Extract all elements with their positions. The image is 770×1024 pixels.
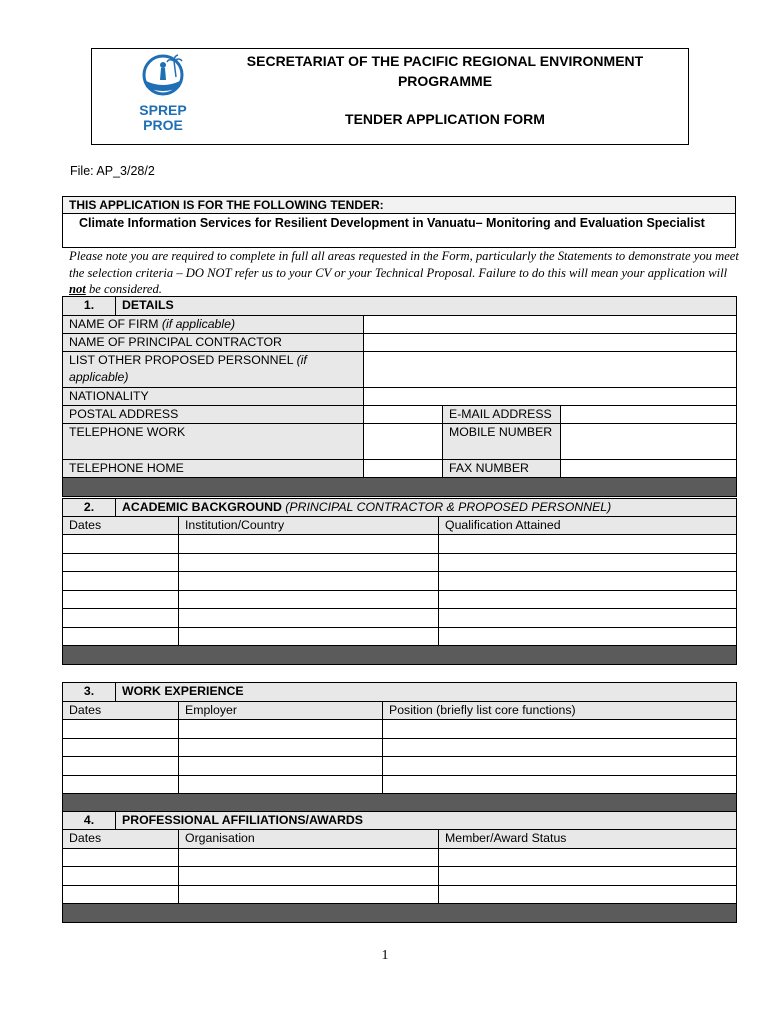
section-title: ACADEMIC BACKGROUND (PRINCIPAL CONTRACTOR & PROPOSED PERSONNEL) [116,499,737,517]
table-cell[interactable] [63,609,179,628]
table-cell[interactable] [63,554,179,572]
column-header-dates: Dates [63,830,179,849]
telephone-work-label: TELEPHONE WORK [63,424,364,460]
section-divider [63,478,737,497]
mobile-number-field[interactable] [561,424,737,460]
email-address-field[interactable] [561,406,737,424]
column-header-employer: Employer [179,702,383,720]
table-cell[interactable] [439,572,737,591]
name-of-firm-label: NAME OF FIRM (if applicable) [63,316,364,334]
table-cell[interactable] [63,867,179,886]
table-cell[interactable] [179,776,383,794]
instructions-note [69,248,739,298]
table-row [63,628,737,646]
table-cell[interactable] [439,535,737,554]
section-title: PROFESSIONAL AFFILIATIONS/AWARDS [116,812,737,830]
table-cell[interactable] [63,886,179,904]
section-number: 1. [63,297,116,316]
work-experience-table [62,682,737,813]
table-row [63,535,737,554]
table-cell[interactable] [63,572,179,591]
details-table [62,296,737,497]
fax-number-field[interactable] [561,460,737,478]
table-cell[interactable] [179,628,439,646]
table-cell[interactable] [179,554,439,572]
column-header-dates: Dates [63,702,179,720]
note-not-word: not [69,282,86,296]
name-of-firm-field[interactable] [364,316,737,334]
table-cell[interactable] [179,591,439,609]
column-header-status: Member/Award Status [439,830,737,849]
sprep-logo-icon [136,53,190,133]
fax-number-label: FAX NUMBER [443,460,561,478]
table-cell[interactable] [383,720,737,739]
table-row [63,757,737,776]
column-header-organisation: Organisation [179,830,439,849]
table-cell[interactable] [439,886,737,904]
table-cell[interactable] [439,849,737,867]
logo-text-sprep: SPREP [139,102,187,118]
tender-box [62,196,736,248]
table-cell[interactable] [179,757,383,776]
telephone-home-label: TELEPHONE HOME [63,460,364,478]
table-cell[interactable] [179,867,439,886]
table-cell[interactable] [383,776,737,794]
organisation-title-line2: PROGRAMME [397,73,493,89]
table-row [63,886,737,904]
table-cell[interactable] [439,867,737,886]
table-cell[interactable] [63,535,179,554]
email-address-label: E-MAIL ADDRESS [443,406,561,424]
note-text: Please note you are required to complete in full all areas requested in the Form, particularly the Statements to demonstrate you meet the selection criteria – DO NOT refer us to your CV or your Technical Proposal. Failure to do this will mean your application will [69,249,739,280]
table-cell[interactable] [63,776,179,794]
file-reference: File: AP_3/28/2 [70,164,155,178]
postal-address-field[interactable] [364,406,443,424]
table-cell[interactable] [439,609,737,628]
table-row [63,739,737,757]
section-title: WORK EXPERIENCE [116,683,737,702]
table-cell[interactable] [63,739,179,757]
section-divider [63,646,737,665]
table-row [63,849,737,867]
table-cell[interactable] [179,886,439,904]
affiliations-table [62,811,737,923]
table-cell[interactable] [179,720,383,739]
table-cell[interactable] [63,849,179,867]
academic-table [62,498,737,665]
organisation-title [220,51,670,91]
table-cell[interactable] [179,609,439,628]
table-cell[interactable] [63,628,179,646]
header-box [91,48,689,145]
form-title: TENDER APPLICATION FORM [345,111,545,127]
mobile-number-label: MOBILE NUMBER [443,424,561,460]
table-cell[interactable] [439,628,737,646]
table-cell[interactable] [63,591,179,609]
table-row [63,591,737,609]
note-text-end: be considered. [85,282,162,296]
nationality-label: NATIONALITY [63,388,364,406]
table-cell[interactable] [439,591,737,609]
section-number: 3. [63,683,116,702]
section-divider [63,904,737,923]
tender-heading: THIS APPLICATION IS FOR THE FOLLOWING TENDER: [63,197,735,214]
other-personnel-field[interactable] [364,352,737,388]
other-personnel-label: LIST OTHER PROPOSED PERSONNEL (if applicable) [63,352,364,388]
table-row [63,609,737,628]
table-cell[interactable] [179,849,439,867]
table-cell[interactable] [383,757,737,776]
table-cell[interactable] [63,757,179,776]
column-header-position: Position (briefly list core functions) [383,702,737,720]
section-title: DETAILS [116,297,737,316]
logo-text-proe: PROE [143,117,183,133]
table-cell[interactable] [439,554,737,572]
organisation-title-line1: SECRETARIAT OF THE PACIFIC REGIONAL ENVIRONMENT [246,53,644,69]
table-cell[interactable] [63,720,179,739]
nationality-field[interactable] [364,388,737,406]
telephone-work-field[interactable] [364,424,443,460]
table-row [63,554,737,572]
column-header-dates: Dates [63,517,179,535]
table-row [63,776,737,794]
table-cell[interactable] [179,739,383,757]
principal-contractor-field[interactable] [364,334,737,352]
telephone-home-field[interactable] [364,460,443,478]
table-cell[interactable] [179,535,439,554]
column-header-institution: Institution/Country [179,517,439,535]
section-number: 2. [63,499,116,517]
table-row [63,572,737,591]
postal-address-label: POSTAL ADDRESS [63,406,364,424]
tender-name[interactable]: Climate Information Services for Resilient Development in Vanuatu– Monitoring and Evaluation Specialist [79,216,705,230]
table-cell[interactable] [179,572,439,591]
table-cell[interactable] [383,739,737,757]
page-number: 1 [381,948,389,963]
section-divider [63,794,737,813]
column-header-qualification: Qualification Attained [439,517,737,535]
table-row [63,720,737,739]
principal-contractor-label: NAME OF PRINCIPAL CONTRACTOR [63,334,364,352]
section-number: 4. [63,812,116,830]
table-row [63,867,737,886]
